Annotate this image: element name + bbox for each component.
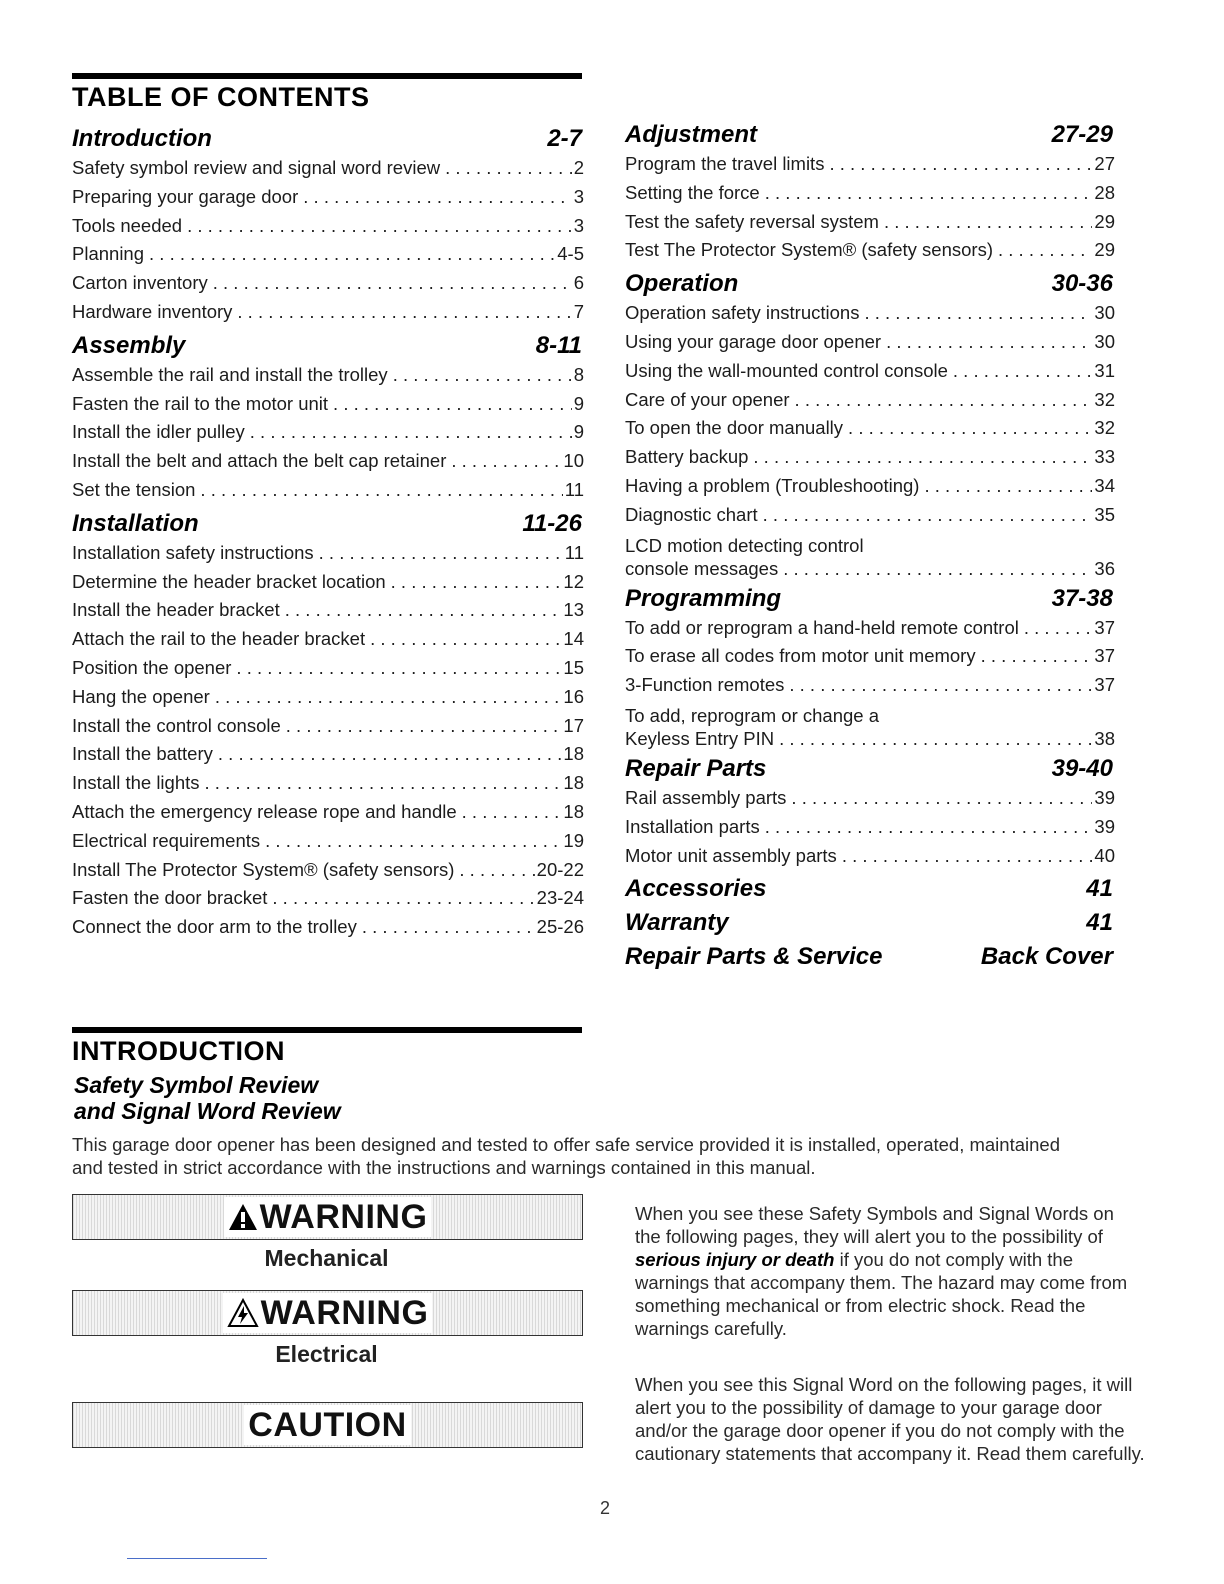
toc-entry[interactable] — [72, 740, 584, 769]
toc-entry[interactable] — [625, 208, 1115, 237]
toc-leader-dots — [976, 642, 1093, 671]
toc-entry-text: Install the lights — [72, 772, 200, 794]
toc-leader-dots — [824, 150, 1092, 179]
toc-entry-text: Install the belt and attach the belt cap retainer — [72, 450, 447, 472]
caution-word — [244, 1405, 410, 1445]
toc-entry-text: To open the door manually — [625, 417, 844, 439]
toc-entry[interactable] — [625, 150, 1115, 179]
toc-entry[interactable] — [72, 625, 584, 654]
toc-entry[interactable] — [72, 683, 584, 712]
intro-paragraph: This garage door opener has been designed and tested to offer safe service provided it is installed, operated, maintained and tested in strict accordance with the instructions and warnings contained in this manual. — [72, 1134, 1060, 1178]
toc-entry-text: Diagnostic chart — [625, 503, 758, 525]
caution-explanation: When you see this Signal Word on the following pages, it will alert you to the possibility of damage to your garage door and/or the garage door opener if you do not comply with the cautionary statements that accompany it. Read them carefully. — [635, 1374, 1145, 1464]
toc-entry[interactable] — [72, 712, 584, 741]
toc-leader-dots — [446, 447, 561, 476]
toc-leader-dots — [440, 154, 572, 183]
lightning-triangle-icon — [227, 1298, 259, 1328]
toc-section-heading[interactable] — [625, 269, 1115, 299]
toc-entry[interactable] — [72, 476, 584, 505]
toc-entry[interactable] — [625, 614, 1115, 643]
toc-entry-text: Tools needed — [72, 214, 183, 236]
toc-entry-page: 4-5 — [557, 243, 584, 265]
toc-entry[interactable] — [72, 298, 584, 327]
toc-entry[interactable] — [625, 236, 1115, 265]
toc-entry[interactable] — [625, 534, 1115, 580]
toc-entry[interactable] — [625, 299, 1115, 328]
toc-entry-text: Install the header bracket — [72, 599, 280, 621]
caution-banner — [72, 1402, 583, 1448]
toc-entry-page: 12 — [563, 570, 584, 592]
toc-entry-page: 10 — [563, 450, 584, 472]
toc-section-heading[interactable] — [72, 509, 584, 539]
toc-entry-text: To add or reprogram a hand-held remote control — [625, 616, 1019, 638]
toc-entry-text: Program the travel limits — [625, 153, 825, 174]
toc-leader-dots — [231, 654, 561, 683]
toc-section-title: Introduction — [72, 125, 212, 152]
toc-entry-page: 7 — [573, 300, 584, 322]
toc-entry-text: Using your garage door opener — [625, 330, 882, 352]
toc-entry[interactable] — [72, 212, 584, 241]
toc-section-title: Operation — [625, 270, 739, 298]
toc-section-title: Programming — [625, 584, 782, 612]
toc-entry-page: 3 — [573, 185, 584, 207]
toc-section-heading[interactable] — [625, 754, 1115, 784]
toc-leader-dots — [778, 557, 1092, 580]
toc-leader-dots — [208, 269, 572, 298]
toc-leader-dots — [837, 842, 1093, 871]
toc-leader-dots — [881, 328, 1092, 357]
toc-entry-text-cont: Keyless Entry PIN — [625, 727, 775, 749]
toc-entry-page: 39 — [1094, 786, 1115, 808]
warning-electrical-word — [223, 1293, 433, 1333]
toc-section-pages: 41 — [1086, 909, 1113, 937]
toc-title: TABLE OF CONTENTS — [72, 82, 370, 112]
toc-section-heading[interactable] — [625, 942, 1115, 972]
toc-entry-page: 40 — [1094, 844, 1115, 866]
toc-entry-text: Test The Protector System® (safety sensors) — [625, 239, 993, 261]
intro-subtitle-line2: and Signal Word Review — [74, 1098, 341, 1124]
toc-leader-dots — [386, 568, 562, 597]
toc-entry-text: Attach the rail to the header bracket — [72, 628, 366, 650]
serious-injury-emphasis: serious injury or death — [635, 1249, 835, 1270]
toc-entry[interactable] — [72, 240, 584, 269]
toc-entry-text: Operation safety instructions — [625, 302, 860, 324]
toc-entry-text: Installation parts — [625, 815, 760, 837]
toc-leader-dots — [1019, 614, 1093, 643]
toc-entry[interactable] — [625, 842, 1115, 871]
toc-entry-page: 6 — [573, 272, 584, 294]
toc-entry[interactable] — [72, 798, 584, 827]
toc-entry-text: Install the control console — [72, 714, 281, 736]
toc-entry[interactable] — [72, 539, 584, 568]
toc-section-heading[interactable] — [72, 331, 584, 361]
toc-entry-text: Connect the door arm to the trolley — [72, 916, 357, 938]
toc-entry[interactable] — [72, 418, 584, 447]
toc-entry[interactable] — [625, 472, 1115, 501]
toc-section-title: Repair Parts — [625, 754, 767, 782]
toc-section-heading[interactable] — [72, 124, 584, 154]
toc-entry-page: 30 — [1094, 330, 1115, 352]
toc-entry-text: Having a problem (Troubleshooting) — [625, 474, 920, 496]
toc-entry-text: Rail assembly parts — [625, 786, 787, 808]
toc-entry[interactable] — [72, 568, 584, 597]
toc-entry-text: Attach the emergency release rope and handle — [72, 800, 457, 822]
toc-entry-text: Battery backup — [625, 446, 749, 468]
warning-electrical-text: WARNING — [260, 1294, 429, 1332]
toc-entry-page: 11 — [564, 478, 584, 500]
toc-entry[interactable] — [625, 328, 1115, 357]
toc-entry-page: 37 — [1094, 674, 1115, 696]
toc-entry-page: 11 — [564, 541, 584, 563]
mechanical-label: Mechanical — [264, 1245, 389, 1271]
toc-leader-dots — [843, 414, 1092, 443]
toc-entry-page: 20-22 — [536, 858, 584, 880]
toc-leader-dots — [298, 183, 571, 212]
toc-entry[interactable] — [72, 769, 584, 798]
toc-entry-text: Safety symbol review and signal word review — [72, 157, 441, 178]
toc-leader-dots — [948, 357, 1093, 386]
toc-entry-text-cont: console messages — [625, 557, 779, 579]
toc-entry-text: Install The Protector System® (safety sensors) — [72, 858, 455, 880]
toc-entry-text: Setting the force — [625, 181, 760, 203]
toc-entry-text: Hardware inventory — [72, 300, 233, 322]
toc-entry[interactable] — [72, 913, 584, 942]
toc-entry-page: 16 — [563, 685, 584, 707]
toc-entry-text: Installation safety instructions — [72, 541, 314, 563]
toc-entry[interactable] — [72, 856, 584, 885]
toc-entry-page: 14 — [563, 628, 584, 650]
warning-mechanical-word — [224, 1197, 432, 1237]
toc-entry[interactable] — [625, 704, 1115, 750]
toc-entry[interactable] — [72, 596, 584, 625]
toc-entry-text: Fasten the rail to the motor unit — [72, 392, 329, 414]
toc-leader-dots — [232, 298, 571, 327]
toc-entry-text: To add, reprogram or change a — [625, 704, 880, 726]
toc-entry-page: 32 — [1094, 388, 1115, 410]
toc-section-pages: 37-38 — [1051, 584, 1113, 612]
toc-entry[interactable] — [625, 642, 1115, 671]
toc-leader-dots — [245, 418, 572, 447]
toc-section-heading[interactable] — [625, 908, 1115, 938]
toc-entry-page: 3 — [573, 214, 584, 236]
toc-entry-text: Hang the opener — [72, 685, 210, 707]
electrical-label: Electrical — [275, 1341, 378, 1367]
toc-leader-dots — [758, 501, 1093, 530]
toc-section-title: Assembly — [72, 331, 186, 359]
toc-section-title: Adjustment — [625, 121, 757, 148]
toc-entry-page: 29 — [1094, 210, 1115, 232]
toc-section-pages: 41 — [1086, 875, 1113, 903]
toc-entry[interactable] — [625, 813, 1115, 842]
toc-entry-page: 37 — [1094, 645, 1115, 667]
toc-entry-text: Using the wall-mounted control console — [625, 359, 948, 381]
toc-entry-page: 23-24 — [536, 887, 584, 909]
toc-top-rule — [72, 73, 582, 79]
toc-entry[interactable] — [625, 671, 1115, 700]
toc-entry-page: 33 — [1094, 446, 1115, 468]
toc-section-title: Warranty — [625, 909, 729, 937]
toc-entry-text: Install the idler pulley — [72, 421, 245, 443]
toc-section-pages: 27-29 — [1051, 121, 1113, 148]
intro-subtitle — [74, 1072, 341, 1124]
toc-entry-page: 25-26 — [536, 916, 584, 938]
toc-entry[interactable] — [625, 386, 1115, 415]
toc-section-pages: 8-11 — [535, 331, 582, 359]
intro-top-rule — [72, 1027, 582, 1033]
toc-entry[interactable] — [625, 357, 1115, 386]
toc-entry-page: 17 — [563, 714, 584, 736]
toc-entry-page: 18 — [563, 743, 584, 765]
toc-leader-dots — [260, 827, 561, 856]
toc-leader-dots — [859, 299, 1092, 328]
exclamation-triangle-icon — [228, 1203, 258, 1231]
toc-leader-dots — [357, 913, 535, 942]
toc-entry-page: 38 — [1094, 727, 1115, 749]
toc-entry-text: To erase all codes from motor unit memory — [625, 645, 976, 667]
toc-entry-text: Planning — [72, 243, 145, 265]
toc-entry[interactable] — [625, 443, 1115, 472]
toc-entry[interactable] — [72, 654, 584, 683]
toc-leader-dots — [879, 208, 1092, 237]
toc-leader-dots — [210, 683, 562, 712]
toc-leader-dots — [182, 212, 572, 241]
toc-entry[interactable] — [72, 447, 584, 476]
warning-mechanical-banner — [72, 1194, 583, 1240]
toc-leader-dots — [454, 856, 534, 885]
toc-left-column — [72, 120, 584, 942]
toc-entry[interactable] — [625, 501, 1115, 530]
toc-leader-dots — [200, 769, 562, 798]
safety-symbols-explanation: When you see these Safety Symbols and Signal Words on the following pages, they will alert you to the possibility of serious injury or death if you do not comply with the warnings that accompany them. The hazard may come from something mechanical or from electric shock. Read the warnings carefully. — [635, 1203, 1128, 1339]
toc-leader-dots — [281, 712, 562, 741]
toc-leader-dots — [760, 813, 1093, 842]
toc-section-title: Installation — [72, 509, 199, 537]
toc-entry-text: Care of your opener — [625, 388, 790, 410]
toc-entry-page: 29 — [1094, 239, 1115, 261]
toc-entry-page: 34 — [1094, 474, 1115, 496]
toc-entry-page: 9 — [573, 392, 584, 414]
toc-leader-dots — [267, 884, 534, 913]
toc-entry-text: Assemble the rail and install the trolley — [72, 363, 388, 385]
toc-entry-text: 3-Function remotes — [625, 674, 785, 696]
toc-entry-text: Test the safety reversal system — [625, 210, 879, 232]
toc-section-pages: 2-7 — [547, 125, 582, 152]
toc-leader-dots — [144, 240, 555, 269]
toc-section-pages: 30-36 — [1051, 270, 1113, 298]
intro-subtitle-line1: Safety Symbol Review — [74, 1072, 319, 1098]
toc-entry-text: Carton inventory — [72, 272, 208, 294]
toc-entry-page: 30 — [1094, 302, 1115, 324]
toc-entry-page: 13 — [563, 599, 584, 621]
footer-line — [127, 1558, 267, 1559]
toc-leader-dots — [774, 727, 1092, 750]
toc-entry-text: Fasten the door bracket — [72, 887, 268, 909]
toc-leader-dots — [919, 472, 1092, 501]
toc-leader-dots — [388, 361, 572, 390]
toc-leader-dots — [365, 625, 561, 654]
toc-leader-dots — [993, 236, 1092, 265]
toc-entry-page: 31 — [1094, 359, 1115, 381]
toc-entry[interactable] — [72, 269, 584, 298]
toc-entry-page: 2 — [573, 157, 584, 178]
toc-entry-page: 39 — [1094, 815, 1115, 837]
toc-entry-page: 32 — [1094, 417, 1115, 439]
toc-entry-page: 9 — [573, 421, 584, 443]
toc-entry-text: LCD motion detecting control — [625, 534, 864, 556]
toc-section-pages: Back Cover — [980, 943, 1113, 971]
toc-leader-dots — [195, 476, 562, 505]
toc-leader-dots — [748, 443, 1092, 472]
toc-leader-dots — [213, 740, 562, 769]
toc-entry-page: 15 — [563, 656, 584, 678]
toc-entry[interactable] — [72, 827, 584, 856]
caution-text: CAUTION — [248, 1406, 407, 1444]
toc-entry-text: Determine the header bracket location — [72, 570, 386, 592]
toc-entry-page: 27 — [1094, 153, 1115, 174]
toc-right-column — [625, 116, 1115, 972]
toc-leader-dots — [786, 784, 1092, 813]
toc-entry-text: Position the opener — [72, 656, 232, 678]
toc-leader-dots — [784, 671, 1092, 700]
warning-electrical-banner — [72, 1290, 583, 1336]
toc-entry-page: 35 — [1094, 503, 1115, 525]
toc-section-title: Accessories — [625, 875, 767, 903]
toc-section-heading[interactable] — [625, 120, 1115, 150]
intro-title: INTRODUCTION — [72, 1036, 285, 1066]
toc-entry-page: 37 — [1094, 616, 1115, 638]
toc-entry-page: 18 — [563, 772, 584, 794]
toc-leader-dots — [790, 386, 1093, 415]
toc-entry-page: 19 — [563, 829, 584, 851]
toc-section-heading[interactable] — [625, 874, 1115, 904]
toc-leader-dots — [760, 179, 1093, 208]
toc-leader-dots — [457, 798, 562, 827]
toc-entry-text: Preparing your garage door — [72, 185, 299, 207]
toc-entry-page: 8 — [573, 363, 584, 385]
toc-entry[interactable] — [625, 784, 1115, 813]
toc-entry[interactable] — [72, 390, 584, 419]
toc-entry[interactable] — [72, 154, 584, 183]
toc-section-heading[interactable] — [625, 584, 1115, 614]
toc-entry-page: 36 — [1094, 557, 1115, 579]
toc-leader-dots — [280, 596, 562, 625]
toc-entry[interactable] — [72, 361, 584, 390]
toc-section-pages: 11-26 — [522, 509, 582, 537]
toc-entry[interactable] — [625, 414, 1115, 443]
toc-section-title: Repair Parts & Service — [625, 943, 883, 971]
toc-entry-page: 18 — [563, 800, 584, 822]
toc-entry-text: Electrical requirements — [72, 829, 261, 851]
toc-entry-text: Motor unit assembly parts — [625, 844, 837, 866]
toc-entry-text: Set the tension — [72, 478, 196, 500]
toc-entry[interactable] — [72, 884, 584, 913]
toc-section-pages: 39-40 — [1051, 754, 1113, 782]
toc-entry[interactable] — [72, 183, 584, 212]
toc-entry-page: 28 — [1094, 181, 1115, 203]
toc-leader-dots — [328, 390, 572, 419]
toc-entry[interactable] — [625, 179, 1115, 208]
page-number: 2 — [600, 1498, 611, 1518]
toc-leader-dots — [314, 539, 563, 568]
warning-mechanical-text: WARNING — [259, 1198, 428, 1236]
toc-entry-text: Install the battery — [72, 743, 213, 765]
